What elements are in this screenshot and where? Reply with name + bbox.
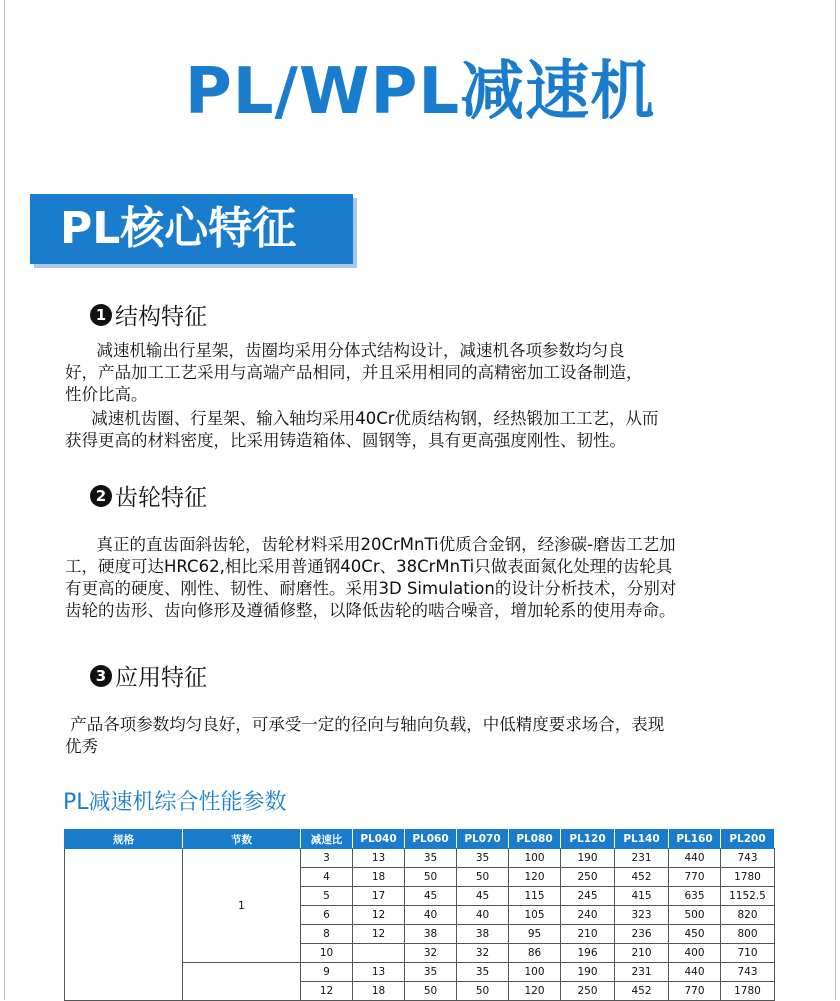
stage-cell <box>183 963 301 1001</box>
table-cell: 13 <box>353 963 405 982</box>
paragraph-application: 产品各项参数均匀良好，可承受一定的径向与轴向负载，中低精度要求场合，表现 优秀 <box>65 715 665 756</box>
table-cell: 38 <box>457 925 509 944</box>
table-cell: 32 <box>457 944 509 963</box>
table-cell: 50 <box>405 982 457 1001</box>
table-cell: 500 <box>669 906 721 925</box>
paragraph-structure-2: 减速机齿圈、行星架、输入轴均采用40Cr优质结构钢，经热锻加工工艺，从而 获得更高的材料密度，比采用铸造箱体、圆钢等，具有更高强度刚性、韧性。 <box>65 409 659 450</box>
table-cell: 231 <box>615 849 669 868</box>
header-pl060: PL060 <box>405 830 457 849</box>
stage-cell: 1 <box>183 849 301 963</box>
table-cell: 770 <box>669 982 721 1001</box>
table-cell: 18 <box>353 868 405 887</box>
table-cell: 210 <box>615 944 669 963</box>
table-cell: 770 <box>669 868 721 887</box>
header-pl140: PL140 <box>615 830 669 849</box>
section-heading-label: 齿轮特征 <box>115 485 207 511</box>
table-cell: 35 <box>405 963 457 982</box>
table-cell: 440 <box>669 849 721 868</box>
table-cell: 120 <box>509 982 561 1001</box>
header-pl160: PL160 <box>669 830 721 849</box>
section-heading-structure <box>90 298 207 331</box>
table-cell: 240 <box>561 906 615 925</box>
table-cell: 250 <box>561 868 615 887</box>
table-cell: 9 <box>301 963 353 982</box>
table-cell: 635 <box>669 887 721 906</box>
spec-cell <box>65 849 183 1001</box>
table-cell: 440 <box>669 963 721 982</box>
number-3-icon: 3 <box>90 665 112 687</box>
performance-table <box>64 829 775 1001</box>
table-cell: 35 <box>457 849 509 868</box>
header-ratio: 减速比 <box>301 830 353 849</box>
number-1-icon: 1 <box>90 304 112 326</box>
table-cell: 8 <box>301 925 353 944</box>
table-cell: 12 <box>353 925 405 944</box>
table-cell: 1780 <box>721 982 775 1001</box>
section-heading-application <box>90 659 207 692</box>
table-cell: 105 <box>509 906 561 925</box>
table-cell: 190 <box>561 963 615 982</box>
table-cell: 452 <box>615 982 669 1001</box>
table-cell: 800 <box>721 925 775 944</box>
header-pl080: PL080 <box>509 830 561 849</box>
section-banner: PL核心特征 <box>30 194 353 264</box>
table-cell: 743 <box>721 849 775 868</box>
table-cell: 323 <box>615 906 669 925</box>
table-cell: 45 <box>405 887 457 906</box>
section-heading-label: 结构特征 <box>115 304 207 330</box>
table-cell: 12 <box>301 982 353 1001</box>
header-stage: 节数 <box>183 830 301 849</box>
table-cell: 95 <box>509 925 561 944</box>
paragraph-structure-1: 减速机输出行星架，齿圈均采用分体式结构设计，减速机各项参数均匀良 好，产品加工工艺采用与高端产品相同，并且采用相同的高精密加工设备制造， 性价比高。 <box>65 341 643 404</box>
table-cell: 231 <box>615 963 669 982</box>
table-cell: 415 <box>615 887 669 906</box>
page-border-right <box>835 0 836 1000</box>
section-heading-label: 应用特征 <box>115 665 207 691</box>
table-cell: 400 <box>669 944 721 963</box>
table-cell: 10 <box>301 944 353 963</box>
table-cell: 32 <box>405 944 457 963</box>
table-cell: 120 <box>509 868 561 887</box>
table-header-row <box>65 830 775 849</box>
table-cell: 86 <box>509 944 561 963</box>
table-cell: 5 <box>301 887 353 906</box>
table-cell: 13 <box>353 849 405 868</box>
table-row <box>65 849 775 868</box>
table-cell: 236 <box>615 925 669 944</box>
table-title: PL减速机综合性能参数 <box>63 790 287 815</box>
table-cell: 50 <box>457 868 509 887</box>
section-heading-gear <box>90 479 207 512</box>
paragraph-gear: 真正的直齿面斜齿轮，齿轮材料采用20CrMnTi优质合金钢，经渗碳-磨齿工艺加 工，硬度可达HRC62,相比采用普通钢40Cr、38CrMnTi只做表面氮化处理的齿轮具 有更高的硬度、刚性、韧性、耐磨性。采用3D Simulation的设计分析技术，分别对 齿轮的齿形、齿向修形及遵循修整，以降低齿轮的啮合噪音，增加轮系的使用寿命。 <box>65 535 677 620</box>
table-cell: 1780 <box>721 868 775 887</box>
table-cell: 210 <box>561 925 615 944</box>
page-border-left <box>4 0 5 1000</box>
table-cell: 450 <box>669 925 721 944</box>
table-cell: 12 <box>353 906 405 925</box>
table-cell: 4 <box>301 868 353 887</box>
table-cell: 250 <box>561 982 615 1001</box>
table-cell: 820 <box>721 906 775 925</box>
page-title: PL/WPL减速机 <box>184 55 656 129</box>
table-cell: 50 <box>405 868 457 887</box>
table-cell: 743 <box>721 963 775 982</box>
header-pl070: PL070 <box>457 830 509 849</box>
table-cell: 18 <box>353 982 405 1001</box>
table-cell: 115 <box>509 887 561 906</box>
table-cell: 45 <box>457 887 509 906</box>
number-2-icon: 2 <box>90 485 112 507</box>
table-cell: 1152.5 <box>721 887 775 906</box>
table-cell <box>353 944 405 963</box>
table-cell: 3 <box>301 849 353 868</box>
header-pl040: PL040 <box>353 830 405 849</box>
table-cell: 6 <box>301 906 353 925</box>
table-cell: 196 <box>561 944 615 963</box>
header-pl200: PL200 <box>721 830 775 849</box>
table-cell: 38 <box>405 925 457 944</box>
table-cell: 17 <box>353 887 405 906</box>
table-cell: 100 <box>509 963 561 982</box>
table-cell: 35 <box>457 963 509 982</box>
table-cell: 710 <box>721 944 775 963</box>
table-cell: 190 <box>561 849 615 868</box>
table-cell: 100 <box>509 849 561 868</box>
table-cell: 245 <box>561 887 615 906</box>
table-cell: 40 <box>405 906 457 925</box>
table-cell: 40 <box>457 906 509 925</box>
header-spec: 规格 <box>65 830 183 849</box>
table-cell: 452 <box>615 868 669 887</box>
table-cell: 50 <box>457 982 509 1001</box>
header-pl120: PL120 <box>561 830 615 849</box>
table-cell: 35 <box>405 849 457 868</box>
